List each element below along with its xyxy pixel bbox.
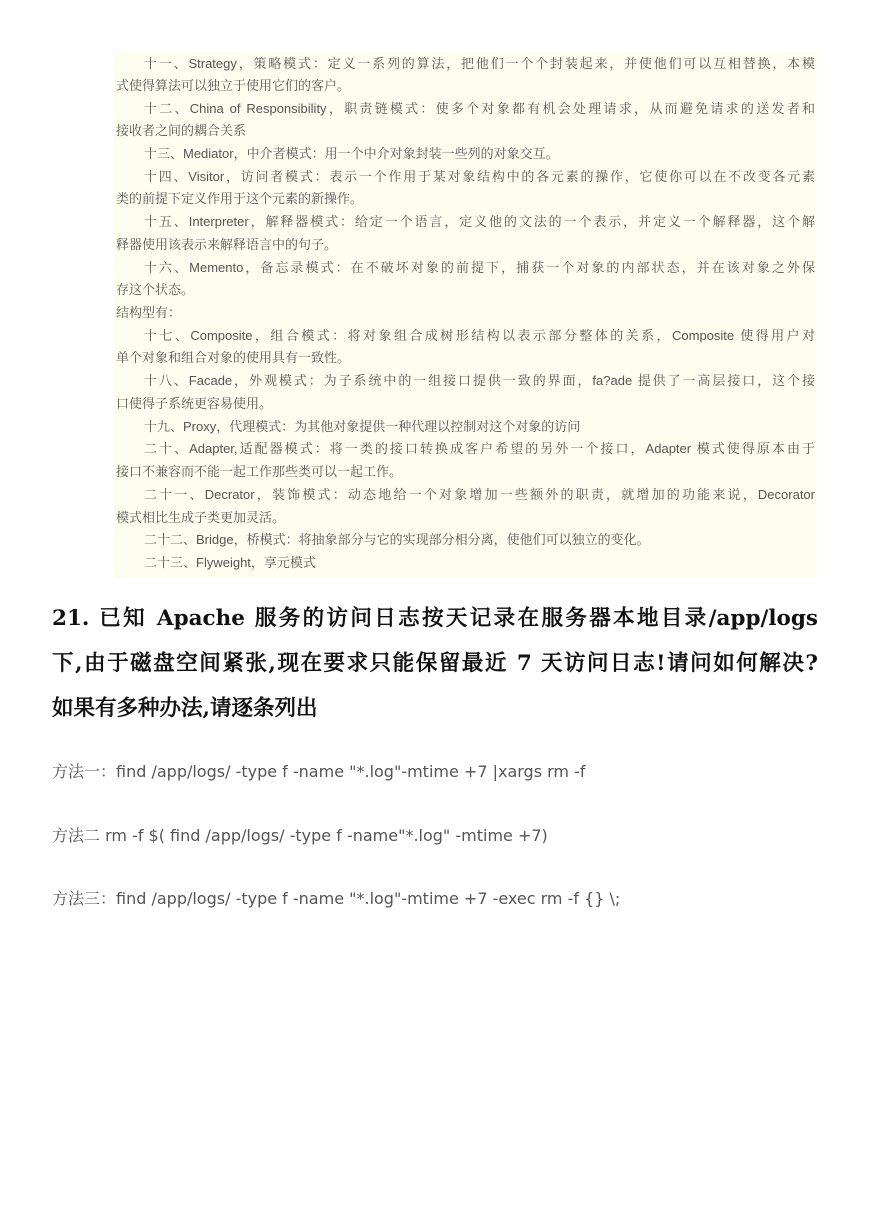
pattern-line: 十二、China of Responsibility，职责链模式：使多个对象都有机会处理请求，从而避免请求的送发者和 (144, 101, 815, 116)
question-heading-line-2: 下,由于磁盘空间紧张,现在要求只能保留最近 7 天访问日志!请问如何解决? (52, 651, 818, 676)
pattern-line: 二十一、Decrator，装饰模式：动态地给一个对象增加一些额外的职责，就增加的功能来说，Decorator (144, 487, 815, 502)
pattern-line: 类的前提下定义作用于这个元素的新操作。 (116, 191, 364, 206)
pattern-line: 口使得子系统更容易使用。 (116, 396, 273, 411)
pattern-line: 模式相比生成子类更加灵活。 (116, 510, 286, 525)
section-label: 结构型有： (116, 305, 182, 320)
pattern-line: 十八、Facade，外观模式：为子系统中的一组接口提供一致的界面，fa?ade 提供了一高层接口，这个接 (144, 373, 815, 388)
pattern-line: 十九、Proxy，代理模式：为其他对象提供一种代理以控制对这个对象的访问 (144, 419, 581, 434)
pattern-line: 十一、Strategy，策略模式：定义一系列的算法，把他们一个个封装起来，并使他们可以互相替换，本模 (144, 56, 815, 71)
pattern-line: 十七、Composite，组合模式：将对象组合成树形结构以表示部分整体的关系，Composite 使得用户对 (144, 328, 815, 343)
pattern-line: 二十二、Bridge，桥模式：将抽象部分与它的实现部分相分离，使他们可以独立的变化。 (144, 532, 650, 547)
pattern-line: 二十三、Flyweight，享元模式 (144, 555, 316, 570)
pattern-line: 单个对象和组合对象的使用具有一致性。 (116, 350, 351, 365)
question-heading-line-3: 如果有多种办法,请逐条列出 (52, 696, 318, 721)
answer-method-3: 方法三：find /app/logs/ -type f -name "*.log"-mtime +7 -exec rm -f {} \; (52, 889, 621, 908)
answer-method-2: 方法二 rm -f $( find /app/logs/ -type f -name"*.log" -mtime +7) (52, 826, 548, 845)
pattern-line: 释器使用该表示来解释语言中的句子。 (116, 237, 338, 252)
pattern-line: 接收者之间的耦合关系 (116, 123, 247, 138)
pattern-line: 十三、Mediator，中介者模式：用一个中介对象封装一些列的对象交互。 (144, 146, 559, 161)
pattern-line: 式使得算法可以独立于使用它们的客户。 (116, 78, 351, 93)
pattern-line: 十六、Memento，备忘录模式：在不破坏对象的前提下，捕获一个对象的内部状态，并在该对象之外保 (144, 260, 815, 275)
pattern-line: 存这个状态。 (116, 282, 195, 297)
design-patterns-excerpt (114, 52, 817, 578)
question-heading-line-1: 21. 已知 Apache 服务的访问日志按天记录在服务器本地目录/app/logs (52, 606, 818, 631)
pattern-line: 十五、Interpreter，解释器模式：给定一个语言，定义他的文法的一个表示，并定义一个解释器，这个解 (144, 214, 815, 229)
pattern-line: 十四、Visitor，访问者模式：表示一个作用于某对象结构中的各元素的操作，它使你可以在不改变各元素 (144, 169, 815, 184)
pattern-line: 接口不兼容而不能一起工作那些类可以一起工作。 (116, 464, 403, 479)
pattern-line: 二十、Adapter,适配器模式：将一类的接口转换成客户希望的另外一个接口，Adapter 模式使得原本由于 (144, 441, 815, 456)
answer-method-1: 方法一：find /app/logs/ -type f -name "*.log"-mtime +7 |xargs rm -f (52, 762, 586, 781)
